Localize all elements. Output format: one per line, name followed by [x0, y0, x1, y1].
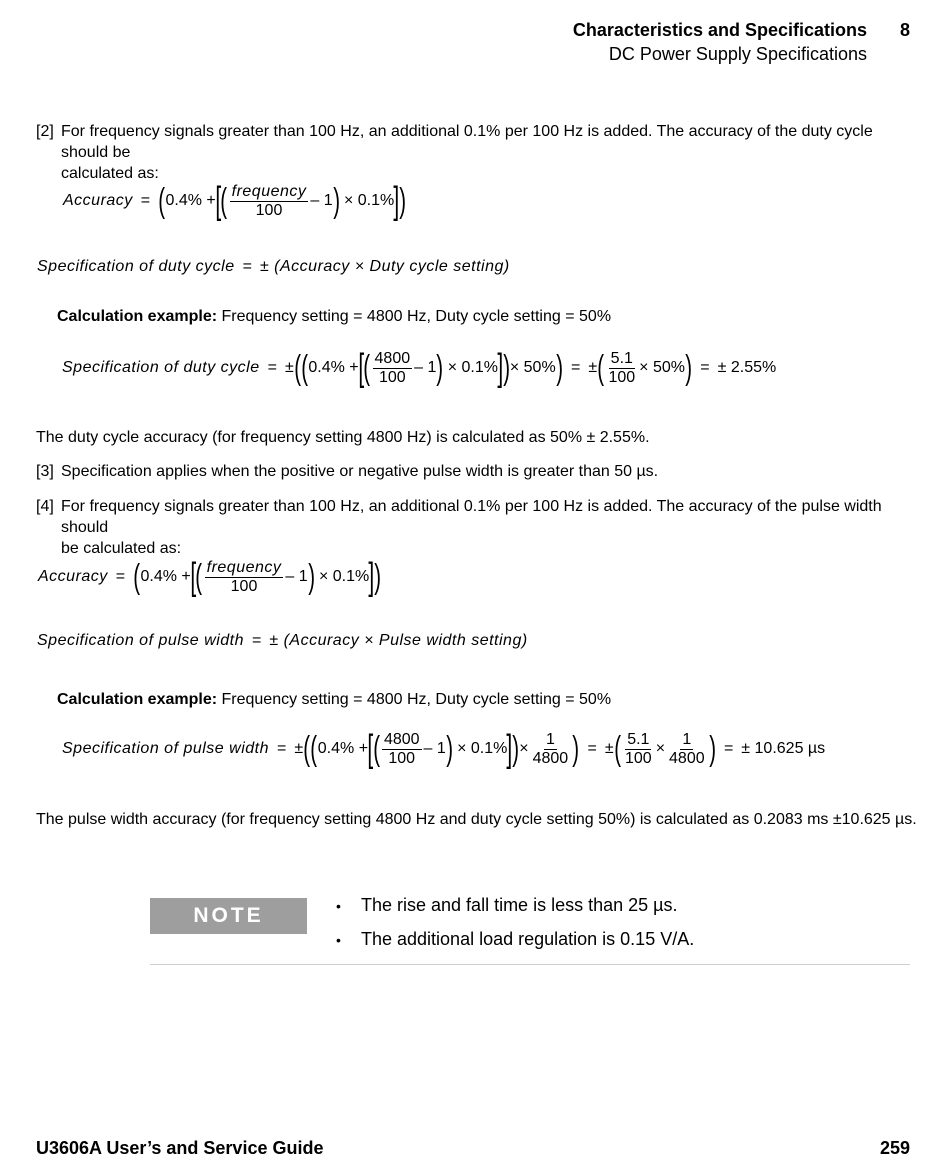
paren-close: ): [708, 730, 716, 768]
calculation-example: [57, 306, 611, 327]
chapter-title: Characteristics and Specifications: [572, 20, 867, 40]
chapter-number: 8: [899, 20, 910, 40]
example-label: Calculation example:: [57, 691, 218, 708]
eq-term: 0.4% +: [140, 568, 191, 585]
fraction: [382, 731, 422, 768]
paren-open: (: [220, 182, 228, 220]
footnote-marker: [2]: [36, 123, 54, 140]
plus-minus: ±: [604, 740, 614, 757]
page-number: 259: [879, 1138, 910, 1158]
fraction-denominator: 100: [230, 577, 258, 595]
pulse-spec-equation: [37, 632, 528, 650]
eq-result: ± 10.625 µs: [741, 740, 826, 757]
fraction-numerator: 5.1: [627, 730, 650, 748]
example-text: Frequency setting = 4800 Hz, Duty cycle setting = 50%: [221, 308, 612, 325]
eq-term: – 1: [423, 740, 446, 757]
eq-term: × 50%: [509, 359, 556, 376]
eq-term: × 0.1%: [343, 192, 395, 209]
fraction: [373, 350, 413, 387]
paren-open: (: [613, 730, 621, 768]
duty-result-text: The duty cycle accuracy (for frequency setting 4800 Hz) is calculated as 50% ± 2.55%.: [36, 429, 650, 446]
bracket-open: [: [358, 347, 364, 389]
footnote-text: [61, 496, 921, 559]
paren-open: (: [310, 730, 318, 768]
eq-lhs: Accuracy: [63, 192, 133, 209]
note-item-text: The additional load regulation is 0.15 V/A.: [361, 929, 695, 949]
eq-sign: =: [277, 740, 287, 757]
fraction-numerator: 4800: [383, 730, 420, 748]
fraction-denominator: 100: [378, 368, 406, 386]
fraction-denominator: 100: [608, 368, 636, 386]
eq-result: ± 2.55%: [717, 359, 777, 376]
pulse-example-equation: [62, 727, 825, 771]
bracket-close: ]: [506, 728, 513, 770]
eq-rhs: ± (Accuracy × Duty cycle setting): [259, 258, 510, 275]
paren-close: ): [446, 730, 453, 768]
fraction-numerator: 4800: [374, 349, 411, 367]
paren-close: ): [374, 558, 381, 596]
calculation-example: [57, 689, 611, 710]
eq-lhs: Specification of duty cycle: [37, 258, 235, 275]
eq-sign: =: [587, 740, 597, 757]
example-label: Calculation example:: [57, 308, 218, 325]
eq-term: – 1: [310, 192, 333, 209]
eq-sign: =: [140, 192, 151, 209]
bracket-close: ]: [497, 347, 504, 389]
fraction-numerator: frequency: [231, 182, 307, 200]
fraction: [667, 731, 707, 768]
note-label: NOTE: [150, 898, 307, 934]
fraction: [230, 183, 309, 220]
paren-close: ): [555, 349, 563, 387]
footnote-line: For frequency signals greater than 100 Hz, an additional 0.1% per 100 Hz is added. The accuracy of the duty cycle should be: [61, 123, 873, 161]
eq-term: – 1: [285, 568, 308, 585]
paren-close: ): [512, 730, 519, 768]
fraction-numerator: 5.1: [610, 349, 633, 367]
eq-sign: =: [723, 740, 734, 757]
eq-sign: =: [252, 632, 262, 649]
pulse-result-text: The pulse width accuracy (for frequency setting 4800 Hz and duty cycle setting 50%) is calculated as 0.2083 ms ±10.625 µs.: [36, 811, 917, 828]
footnote-text: [61, 121, 921, 184]
note-item-text: The rise and fall time is less than 25 µs.: [361, 895, 678, 915]
eq-rhs: ± (Accuracy × Pulse width setting): [269, 632, 528, 649]
eq-lhs: Accuracy: [38, 568, 108, 585]
note-item: [336, 927, 694, 952]
paren-close: ): [332, 182, 340, 220]
footnote-line: For frequency signals greater than 100 Hz, an additional 0.1% per 100 Hz is added. The accuracy of the pulse width should: [61, 498, 882, 536]
footnote-line: calculated as:: [61, 165, 159, 182]
accuracy-equation: [63, 180, 406, 222]
eq-lhs: Specification of duty cycle: [62, 359, 260, 376]
paren-open: (: [303, 730, 311, 768]
eq-term: – 1: [414, 359, 437, 376]
paren-open: (: [158, 182, 166, 220]
paren-open: (: [363, 349, 371, 387]
paren-close: ): [572, 730, 580, 768]
fraction-denominator: 100: [255, 201, 283, 219]
footnote-marker: [4]: [36, 498, 54, 515]
eq-sign: =: [700, 359, 710, 376]
paren-open: (: [372, 730, 380, 768]
paren-close: ): [436, 349, 444, 387]
paren-open: (: [301, 349, 309, 387]
bullet-icon: •: [336, 931, 341, 948]
eq-term: × 0.1%: [447, 359, 498, 376]
paren-close: ): [502, 349, 510, 387]
bracket-open: [: [367, 728, 374, 770]
eq-lhs: Specification of pulse width: [62, 740, 269, 757]
bracket-close: ]: [393, 180, 400, 222]
paren-open: (: [133, 558, 141, 596]
eq-term: ×: [655, 740, 666, 757]
note-divider: [150, 964, 910, 965]
eq-sign: =: [571, 359, 581, 376]
footnote-text: Specification applies when the positive or negative pulse width is greater than 50 µs.: [61, 463, 659, 480]
guide-title: U3606A User’s and Service Guide: [36, 1138, 324, 1158]
note-item: [336, 893, 694, 918]
fraction-denominator: 100: [388, 749, 416, 767]
eq-term: 0.4% +: [308, 359, 359, 376]
example-text: Frequency setting = 4800 Hz, Duty cycle setting = 50%: [221, 691, 612, 708]
bracket-close: ]: [368, 556, 375, 598]
bracket-open: [: [215, 180, 221, 222]
fraction-denominator: 4800: [532, 749, 569, 767]
fraction: [205, 559, 284, 596]
bracket-open: [: [190, 556, 196, 598]
paren-open: (: [597, 349, 605, 387]
section-title: DC Power Supply Specifications: [608, 44, 867, 64]
fraction-numerator: frequency: [206, 558, 282, 576]
fraction-denominator: 4800: [669, 749, 705, 767]
fraction-denominator: 100: [624, 749, 652, 767]
fraction-numerator: 1: [682, 730, 692, 748]
paren-open: (: [293, 349, 301, 387]
note-list: [336, 893, 694, 952]
fraction: [531, 731, 571, 768]
eq-term: × 50%: [639, 359, 685, 376]
paren-close: ): [685, 349, 693, 387]
plus-minus: ±: [294, 740, 304, 757]
eq-sign: =: [242, 258, 252, 275]
paren-close: ): [307, 558, 315, 596]
eq-term: ×: [519, 740, 529, 757]
footnote-line: be calculated as:: [61, 540, 182, 557]
fraction: [623, 731, 654, 768]
paren-close: ): [399, 182, 406, 220]
eq-sign: =: [115, 568, 126, 585]
eq-term: 0.4% +: [165, 192, 216, 209]
eq-lhs: Specification of pulse width: [37, 632, 244, 649]
duty-example-equation: [62, 346, 776, 390]
plus-minus: ±: [284, 359, 294, 376]
fraction-numerator: 1: [545, 730, 555, 748]
plus-minus: ±: [588, 359, 598, 376]
footnote-marker: [3]: [36, 463, 54, 480]
eq-sign: =: [267, 359, 277, 376]
paren-open: (: [195, 558, 203, 596]
accuracy-equation: [38, 556, 381, 598]
eq-term: 0.4% +: [317, 740, 369, 757]
duty-spec-equation: [37, 258, 510, 276]
bullet-icon: •: [336, 897, 341, 914]
eq-term: × 0.1%: [457, 740, 508, 757]
eq-term: × 0.1%: [318, 568, 370, 585]
fraction: [606, 350, 637, 387]
